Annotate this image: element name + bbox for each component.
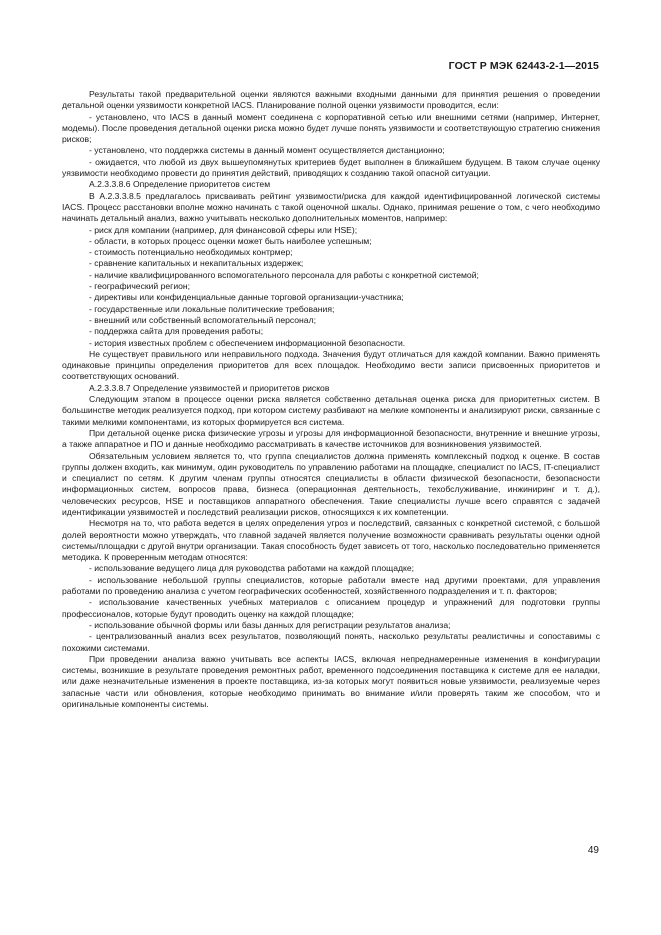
list-item: - внешний или собственный вспомогательный персонал; — [89, 314, 316, 325]
list-item: - риск для компании (например, для финансовой сферы или HSE); — [89, 224, 358, 235]
paragraph: Обязательным условием является то, что группа специалистов должна применять комплексный подход к оценке. В состав группы должен входить, как минимум, один руководитель по управлению работами на площадке, специалист по IACS, IT-специалист и специалист по сетям. К другим членам группы относятся специалисты в области физической безопасности, безопасности информационных систем, вопросов права, бизнеса (операционная деятельность, техобслуживание, инжиниринг и т. д.), человеческих ресурсов, HSE и поставщиков аппаратного обеспечения. Такие специалисты лучше всего справятся с задачей идентификации уязвимостей и последствий реализации рисков, относящихся к их компетенции. — [62, 450, 600, 517]
list-item: - области, в которых процесс оценки может быть наиболее успешным; — [89, 235, 372, 246]
section-heading: А.2.3.3.8.6 Определение приоритетов систем — [89, 179, 271, 190]
document-code: ГОСТ Р МЭК 62443-2-1—2015 — [448, 60, 599, 72]
paragraph: Несмотря на то, что работа ведется в целях определения угроз и последствий, связанных с конкретной системой, с большой долей вероятности можно утверждать, что главной задачей является получение возможности сравнивать результаты оценки одной системы/площадки с другой внутри организации. Такая способность будет зависеть от того, насколько последовательно применяется методика. К проверенным методам относятся: — [62, 518, 600, 563]
list-item: - история известных проблем с обеспечением информационной безопасности. — [89, 337, 406, 348]
list-item: - ожидается, что любой из двух вышеупомянутых критериев будет выполнен в ближайшем будущем. В таком случае оценку уязвимости необходимо провести до принятия действий, приводящих к созданию такой опасной ситуации. — [62, 156, 600, 179]
paragraph: Следующим этапом в процессе оценки риска является собственно детальная оценка риска для приоритетных систем. В большинстве методик реализуется подход, при котором систему разбивают на мелкие компоненты и анализируют риски, связанные с такими мелкими компонентами, из которых формируется вся система. — [62, 394, 600, 427]
list-item: - использование небольшой группы специалистов, которые работали вместе над другими проектами, для управления работами по проведению анализа с учетом географических особенностей, хозяйственного подразделения и т. п. факторов; — [62, 574, 600, 597]
paragraph: В А.2.3.3.8.5 предлагалось присваивать рейтинг уязвимости/риска для каждой идентифицированной логической системы IACS. Процесс расстановки вполне можно начинать с такой оценочной шкалы. Однако, принимая решение о том, с чего необходимо начинать детальный анализ, важно учитывать несколько дополнительных моментов, например: — [62, 190, 600, 224]
list-item: - директивы или конфиденциальные данные торговой организации-участника; — [89, 292, 404, 303]
list-item: - установлено, что поддержка системы в данный момент осуществляется дистанционно; — [89, 145, 445, 156]
list-item: - поддержка сайта для проведения работы; — [89, 326, 264, 337]
list-item: - государственные или локальные политические требования; — [89, 303, 335, 314]
list-item: - стоимость потенциально необходимых контрмер; — [89, 247, 293, 258]
list-item: - использование ведущего лица для руководства работами на каждой площадке; — [89, 563, 415, 574]
list-item: - централизованный анализ всех результатов, позволяющий понять, насколько результаты реалистичны и сопоставимы с похожими системами. — [62, 631, 600, 653]
list-item: - использование качественных учебных материалов с описанием процедур и упражнений для подготовки группы профессионалов, которые будут проводить оценку на каждой площадке; — [62, 597, 600, 619]
list-item: - использование обычной формы или базы данных для регистрации результатов анализа; — [89, 619, 451, 630]
paragraph: При детальной оценке риска физические угрозы и угрозы для информационной безопасности, внутренние и внешние угрозы, а также аппаратное и ПО и данные необходимо рассматривать в качестве источников для возникновения уязвимостей. — [62, 427, 600, 450]
paragraph: При проведении анализа важно учитывать все аспекты IACS, включая непреднамеренные изменения в конфигурации системы, возникшие в результате проведения ремонтных работ, временного подсоединения поставщика к системе для ее наладки, или даже незначительные изменения в проекте поставщика, из-за которых могут появиться новые уязвимости, реализуемые через запасные части или обновления, которые необходимо принимать во внимание и/или проверять таким же способом, что и оригинальные компоненты системы. — [62, 653, 600, 710]
list-item: - наличие квалифицированного вспомогательного персонала для работы с конкретной системой; — [89, 269, 479, 280]
body-text — [62, 89, 600, 710]
section-heading: А.2.3.3.8.7 Определение уязвимостей и приоритетов рисков — [89, 382, 330, 393]
paragraph: Результаты такой предварительной оценки являются важными входными данными для принятия решения о проведении детальной оценки уязвимости конкретной IACS. Планирование полной оценки уязвимости проводится, если: — [62, 89, 600, 111]
list-item: - установлено, что IACS в данный момент соединена с корпоративной сетью или внешними сетями (например, Интернет, модемы). После проведения детальной оценки риска можно будет лучше понять уязвимости и соответствующую стратегию снижения рисков; — [62, 111, 600, 145]
list-item: - географический регион; — [89, 281, 191, 292]
paragraph: Не существует правильного или неправильного подхода. Значения будут отличаться для каждой компании. Важно применять одинаковые принципы определения приоритетов для всех площадок. Необходимо вести записи присвоенных приоритетов и соответствующих оснований. — [62, 348, 600, 382]
list-item: - сравнение капитальных и некапитальных издержек; — [89, 258, 304, 269]
page-number: 49 — [587, 845, 599, 856]
